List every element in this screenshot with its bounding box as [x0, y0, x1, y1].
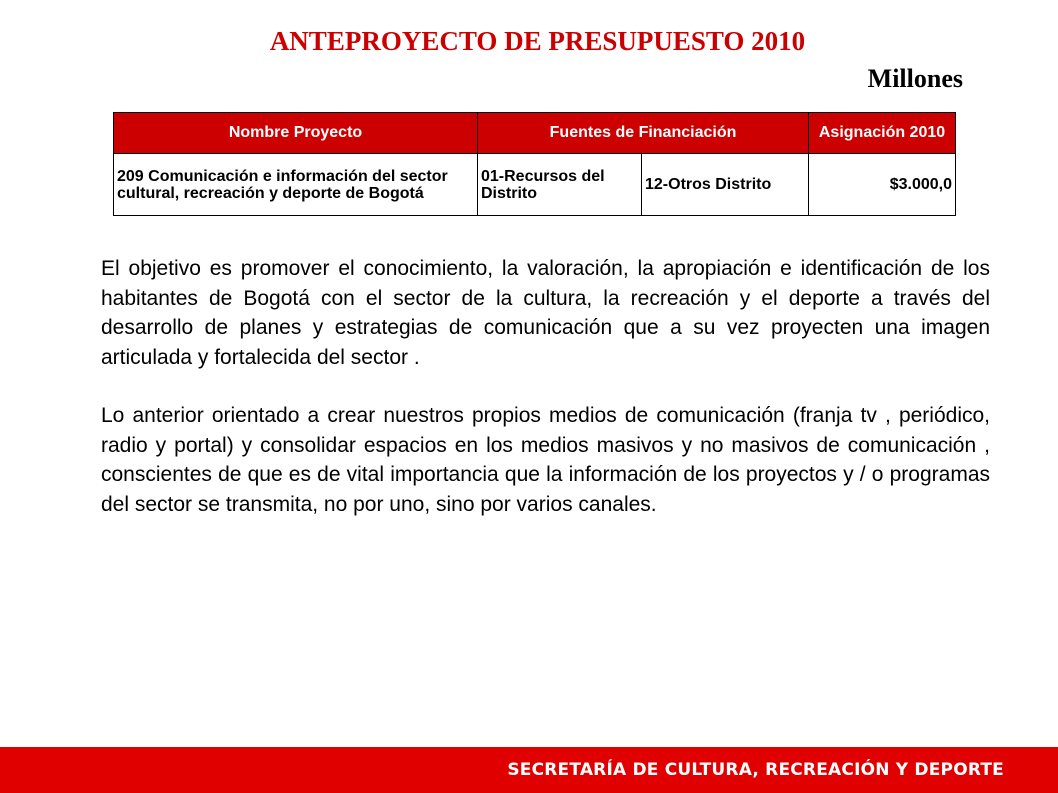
cell-project: 209 Comunicación e información del sector cultural, recreación y deporte de Bogotá: [114, 154, 478, 216]
body-text: [101, 254, 990, 548]
cell-source-2: 12-Otros Distrito: [642, 154, 809, 216]
slide-title: ANTEPROYECTO DE PRESUPUESTO 2010: [269, 26, 806, 56]
header-allocation: Asignación 2010: [809, 113, 956, 154]
units-label: Millones: [867, 64, 963, 93]
footer-organization: SECRETARÍA DE CULTURA, RECREACIÓN Y DEPORTE: [507, 760, 1004, 780]
header-project-name: Nombre Proyecto: [114, 113, 478, 154]
budget-table: [113, 112, 956, 216]
header-funding-sources: Fuentes de Financiación: [478, 113, 809, 154]
table-header-row: [114, 113, 956, 154]
table-row: [114, 154, 956, 216]
cell-source-1: 01-Recursos del Distrito: [478, 154, 642, 216]
paragraph-objective: El objetivo es promover el conocimiento, la valoración, la apropiación e identificación de los habitantes de Bogotá con el sector de la cultura, la recreación y el deporte a través del desarrollo de planes y estrategias de comunicación que a su vez proyecten una imagen articulada y fortalecida del sector .: [101, 257, 990, 369]
cell-amount: $3.000,0: [809, 154, 956, 216]
footer-bar: [0, 747, 1058, 793]
paragraph-media: Lo anterior orientado a crear nuestros propios medios de comunicación (franja tv , periódico, radio y portal) y consolidar espacios en los medios masivos y no masivos de comunicación , conscientes de que es de vital importancia que la información de los proyectos y / o programas del sector se transmita, no por uno, sino por varios canales.: [101, 404, 990, 516]
